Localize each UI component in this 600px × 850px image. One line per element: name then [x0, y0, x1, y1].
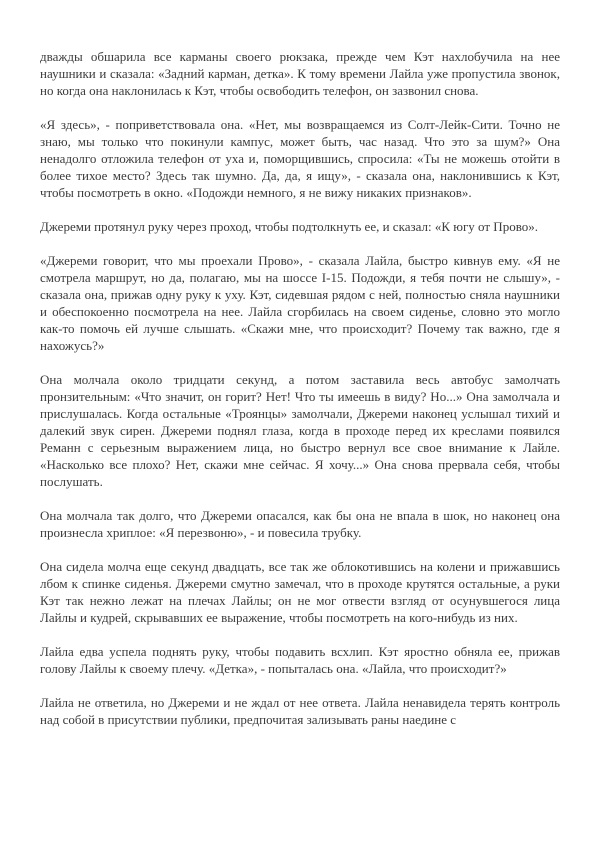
- paragraph-9: Лайла не ответила, но Джереми и не ждал от нее ответа. Лайла ненавидела терять контроль над собой в присутствии публики, предпочитая зализывать раны наедине с: [40, 695, 560, 727]
- paragraph-4: «Джереми говорит, что мы проехали Прово», - сказала Лайла, быстро кивнув ему. «Я не смотрела маршрут, но да, полагаю, мы на шоссе I-15. Подожди, я тебя почти не слышу», - сказала она, прижав одну руку к уху. Кэт, сидевшая рядом с ней, полностью сняла наушники и обеспокоенно посмотрела на нее. Лайла сгорбилась на своем сиденье, словно это могло как-то помочь ей лучше слышать. «Скажи мне, что происходит? Почему так важно, где я нахожусь?»: [40, 253, 560, 353]
- paragraph-6: Она молчала так долго, что Джереми опасался, как бы она не впала в шок, но наконец она произнесла хриплое: «Я перезвоню», - и повесила трубку.: [40, 508, 560, 540]
- text-block: [40, 48, 560, 728]
- paragraph-3: Джереми протянул руку через проход, чтобы подтолкнуть ее, и сказал: «К югу от Прово».: [40, 219, 538, 234]
- paragraph-7: Она сидела молча еще секунд двадцать, все так же облокотившись на колени и прижавшись лбом к спинке сиденья. Джереми смутно замечал, что в проходе крутятся остальные, а руки Кэт так нежно лежат на плечах Лайлы; он не мог отвести взгляд от осунувшегося лица Лайлы и кудрей, скрывавших ее выражение, чтобы посмотреть на кого-нибудь из них.: [40, 559, 560, 625]
- paragraph-8: Лайла едва успела поднять руку, чтобы подавить всхлип. Кэт яростно обняла ее, прижав голову Лайлы к своему плечу. «Детка», - попыталась она. «Лайла, что происходит?»: [40, 644, 560, 676]
- paragraph-2: «Я здесь», - поприветствовала она. «Нет, мы возвращаемся из Солт-Лейк-Сити. Точно не знаю, мы только что покинули кампус, может быть, час назад. Что это за шум?» Она ненадолго отложила телефон от уха и, поморщившись, спросила: «Ты не можешь отойти в более тихое место? Здесь так шумно. Да, да, я ищу», - сказала она, наклонившись к Кэт, чтобы посмотреть в окно. «Подожди немного, я не вижу никаких признаков».: [40, 117, 560, 200]
- paragraph-1: дважды обшарила все карманы своего рюкзака, прежде чем Кэт нахлобучила на нее наушники и сказала: «Задний карман, детка». К тому времени Лайла уже пропустила звонок, но когда она наклонилась к Кэт, чтобы освободить телефон, он зазвонил снова.: [40, 49, 560, 98]
- paragraph-5: Она молчала около тридцати секунд, а потом заставила весь автобус замолчать пронзительным: «Что значит, он горит? Нет! Что ты имеешь в виду? Но...» Она замолчала и прислушалась. Когда остальные «Троянцы» замолчали, Джереми наконец услышал тихий и далекий звук сирен. Джереми поднял глаза, когда в проходе перед их креслами появился Реманн с серьезным выражением лица, но быстро вернул все свое внимание к Лайле. «Насколько все плохо? Нет, скажи мне сейчас. Я хочу...» Она снова прервала себя, чтобы послушать.: [40, 372, 560, 489]
